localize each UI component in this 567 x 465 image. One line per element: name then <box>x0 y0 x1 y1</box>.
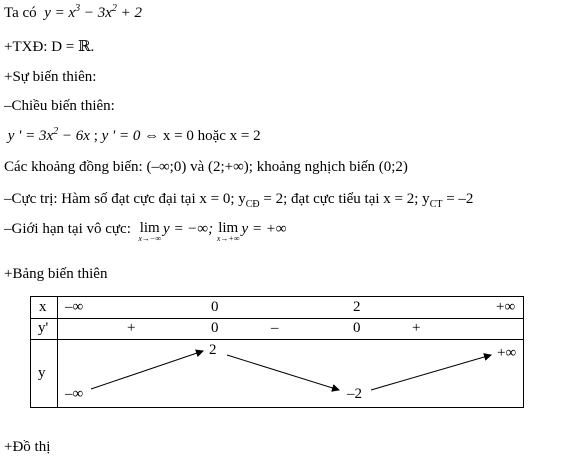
limit-neg-inf: lim x→−∞ <box>138 220 162 243</box>
variation-arrows <box>31 297 525 409</box>
derivative-line <box>4 127 261 145</box>
y-prime-sign: + <box>127 320 136 336</box>
y-prime-sign: 0 <box>353 320 361 336</box>
y-value-end: +∞ <box>497 345 517 361</box>
y-prime-sign: 0 <box>211 320 219 336</box>
x-value: 2 <box>353 299 361 315</box>
x-value: –∞ <box>65 299 84 315</box>
monotonic-heading: –Chiều biến thiên: <box>4 98 115 114</box>
limits-line: –Giới hạn tại vô cực: lim x→−∞ y = −∞; lim x→+∞ y = +∞ <box>4 220 287 243</box>
y-prime-sign: – <box>271 320 279 336</box>
x-value: 0 <box>211 299 219 315</box>
row-label-y: y <box>38 365 46 381</box>
increasing-arrow-icon <box>371 355 491 390</box>
variation-heading: +Sự biến thiên: <box>4 69 97 85</box>
row-label-x: x <box>39 299 47 315</box>
intervals-line: Các khoảng đồng biến: (–∞;0) và (2;+∞); khoảng nghịch biến (0;2) <box>4 159 408 175</box>
variation-table <box>30 296 524 408</box>
y-value-max: 2 <box>209 342 217 358</box>
domain-line: +TXĐ: D = ℝ. <box>4 39 95 55</box>
function-formula: $y = x^3 - 3x^2 + 2$ <box>44 3 143 21</box>
y-value-start: –∞ <box>65 386 84 402</box>
table-heading: +Bảng biến thiên <box>4 266 108 282</box>
intro-line <box>4 4 142 22</box>
decreasing-arrow-icon <box>227 355 339 390</box>
increasing-arrow-icon <box>91 351 203 389</box>
graph-heading: +Đồ thị <box>4 439 51 455</box>
row-label-y-prime: y' <box>38 320 49 336</box>
derivative-solution: x = 0 hoặc x = 2 <box>162 128 261 144</box>
intro-prefix: Ta có <box>4 5 37 21</box>
limit-pos-inf: lim x→+∞ <box>216 220 240 243</box>
extrema-line: –Cực trị: Hàm số đạt cực đại tại x = 0; $y_{CĐ} = 2$; đạt cực tiểu tại x = 2; $y_{CT} = -2$ <box>4 191 474 210</box>
y-prime-sign: + <box>412 320 421 336</box>
derivative-formula: y ' = $3x^2 - 6x$ ; y ' = 0 ⇔ <box>7 126 163 144</box>
y-value-min: –2 <box>347 386 362 402</box>
x-value: +∞ <box>496 299 516 315</box>
